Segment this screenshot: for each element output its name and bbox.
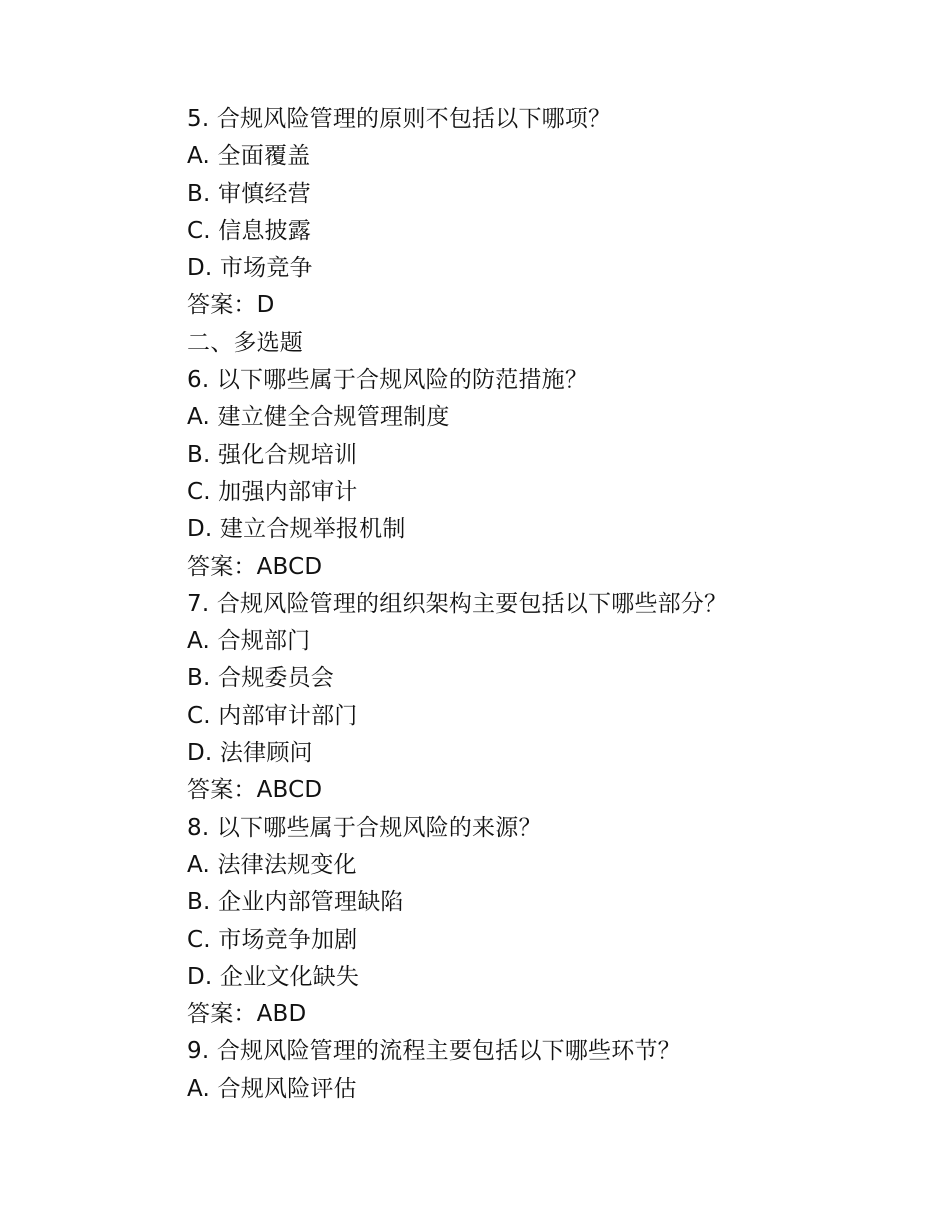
question-7-option-b: B. 合规委员会 [187, 665, 335, 692]
question-7-option-a: A. 合规部门 [187, 628, 311, 655]
question-6-option-b: B. 强化合规培训 [187, 441, 358, 468]
question-7-text: 7. 合规风险管理的组织架构主要包括以下哪些部分？ [187, 590, 728, 617]
question-8-option-c: C. 市场竞争加剧 [187, 926, 358, 953]
question-8-text: 8. 以下哪些属于合规风险的来源？ [187, 814, 542, 841]
question-5-option-d: D. 市场竞争 [187, 255, 313, 282]
question-9-option-a: A. 合规风险评估 [187, 1075, 357, 1102]
question-5-option-b: B. 审慎经营 [187, 180, 311, 207]
question-6-answer: 答案：ABCD [187, 553, 323, 580]
section-heading-multiple-choice: 二、多选题 [187, 329, 303, 356]
question-5-option-c: C. 信息披露 [187, 217, 312, 244]
question-5-option-a: A. 全面覆盖 [187, 143, 311, 170]
question-6-text: 6. 以下哪些属于合规风险的防范措施？ [187, 367, 589, 394]
question-8-answer: 答案：ABD [187, 1001, 307, 1028]
question-6-option-d: D. 建立合规举报机制 [187, 516, 406, 543]
document-body [187, 101, 887, 1108]
question-9-text: 9. 合规风险管理的流程主要包括以下哪些环节？ [187, 1038, 681, 1065]
question-6-option-a: A. 建立健全合规管理制度 [187, 404, 450, 431]
question-7-option-d: D. 法律顾问 [187, 740, 313, 767]
question-8-option-b: B. 企业内部管理缺陷 [187, 889, 404, 916]
question-5-text: 5. 合规风险管理的原则不包括以下哪项？ [187, 106, 612, 132]
question-7-option-c: C. 内部审计部门 [187, 702, 358, 729]
question-6-option-c: C. 加强内部审计 [187, 478, 358, 505]
question-5-answer: 答案：D [187, 292, 275, 319]
question-7-answer: 答案：ABCD [187, 777, 323, 804]
question-8-option-d: D. 企业文化缺失 [187, 963, 360, 990]
question-8-option-a: A. 法律法规变化 [187, 851, 357, 878]
